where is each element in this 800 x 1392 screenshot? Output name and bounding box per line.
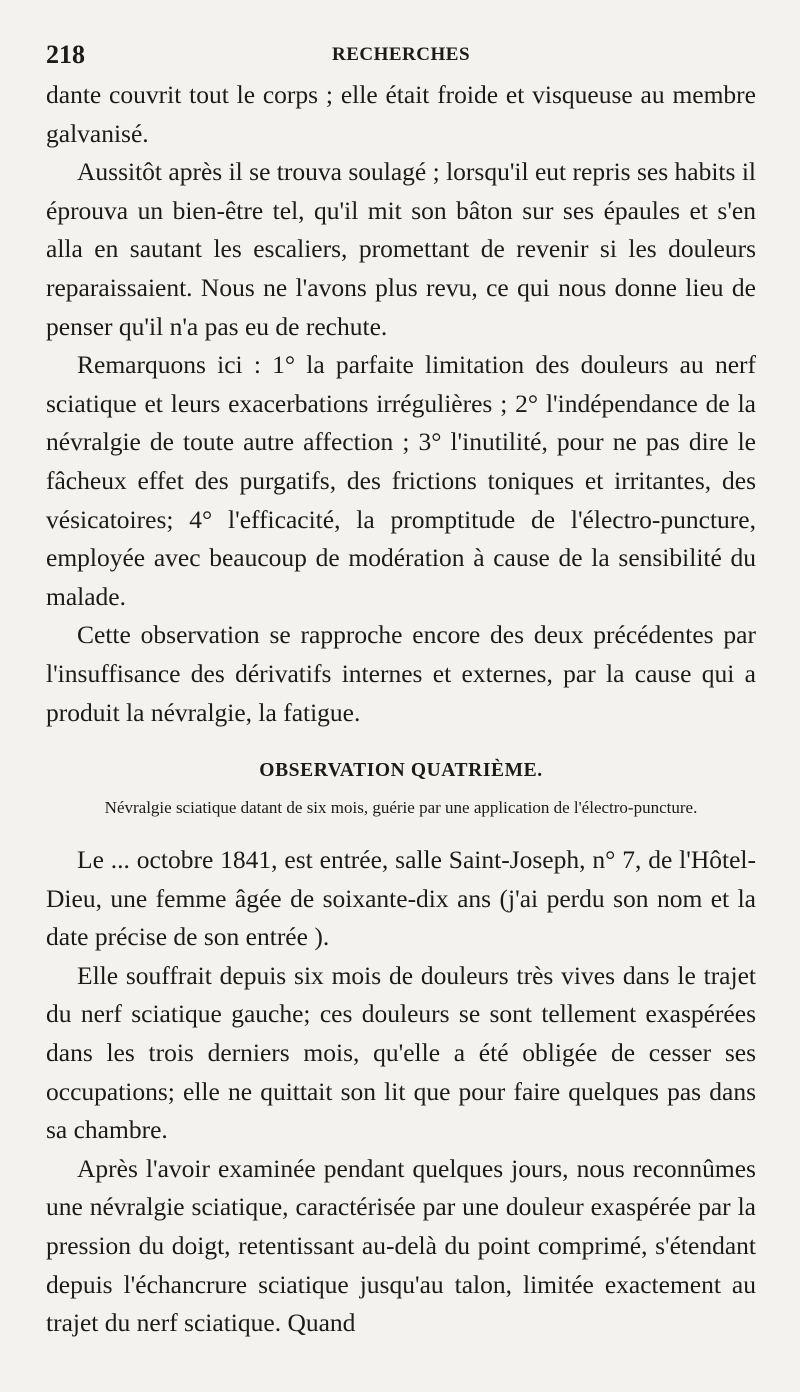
running-head: RECHERCHES [331,44,471,65]
section-subtitle: Névralgie sciatique datant de six mois, guérie par une application de l'électro-puncture. [104,798,698,818]
section-heading: OBSERVATION QUATRIÈME. [259,760,543,782]
paragraph: Le ... octobre 1841, est entrée, salle Saint-Joseph, n° 7, de l'Hôtel-Dieu, une femme âgée de soixante-dix ans (j'ai perdu son nom et la date précise de son entrée ). [46,845,756,952]
page-header [46,40,756,76]
paragraph: Après l'avoir examinée pendant quelques jours, nous reconnûmes une névralgie sciatique, caractérisée par une douleur exaspérée par la pression du doigt, retentissant au-delà du point comprimé, s'étendant depuis l'échancrure sciatique jusqu'au talon, limitée exactement au trajet du nerf sciatique. Quand [46,1153,756,1338]
paragraph: Remarquons ici : 1° la parfaite limitation des douleurs au nerf sciatique et leurs exacerbations irrégulières ; 2° l'indépendance de la névralgie de toute autre affection ; 3° l'inutilité, pour ne pas dire le fâcheux effet des purgatifs, des frictions toniques et irritantes, des vésicatoires; 4° l'efficacité, la promptitude de l'électro-puncture, employée avec beaucoup de modération à cause de la sensibilité du malade. [46,350,756,611]
page-number: 218 [46,40,85,69]
paragraph: Elle souffrait depuis six mois de douleurs très vives dans le trajet du nerf sciatique gauche; ces douleurs se sont tellement exaspérées dans les trois derniers mois, qu'elle a été obligée de cesser ses occupations; elle ne quittait son lit que pour faire quelques pas dans sa chambre. [46,960,756,1145]
body-text [46,76,756,1343]
paragraph: Aussitôt après il se trouva soulagé ; lorsqu'il eut repris ses habits il éprouva un bien-être tel, qu'il mit son bâton sur ses épaules et s'en alla en sautant les escaliers, promettant de revenir si les douleurs reparaissaient. Nous ne l'avons plus revu, ce qui nous donne lieu de penser qu'il n'a pas eu de rechute. [46,157,756,341]
paragraph-continuation: dante couvrit tout le corps ; elle était froide et visqueuse au membre galvanisé. [46,80,756,148]
paragraph: Cette observation se rapproche encore des deux précédentes par l'insuffisance des dérivatifs internes et externes, par la cause qui a produit la névralgie, la fatigue. [46,620,756,727]
